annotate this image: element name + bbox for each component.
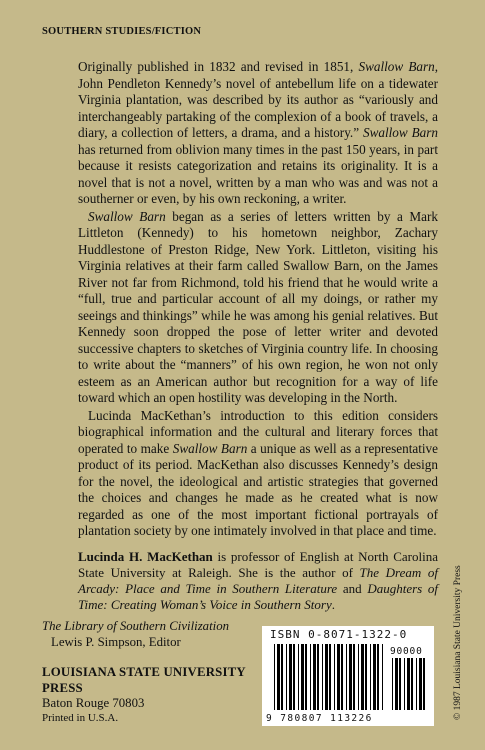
text-run: has returned from oblivion many times in the past 150 years, in part because it resists categorization and retains its originality. It is a novel that is not a novel, written by a man who was and was not a southerner or even, by his own reckoning, a writer. xyxy=(78,141,438,206)
publisher-name: LOUISIANA STATE UNIVERSITY PRESS xyxy=(42,665,246,695)
text-run: a unique as well as a representative product of its period. MacKethan also discusses Kennedy’s design for the novel, the ideological and artistic strategies that governed the choices and changes he made as he created what is now regarded as one of the most important fictional portrayals of plantation society by one intimately involved in that place and time. xyxy=(78,440,439,538)
book-title: Swallow Barn xyxy=(88,208,166,224)
publisher-city: Baton Rouge 70803 xyxy=(42,696,145,710)
description-paragraph xyxy=(78,59,438,208)
copyright-notice: © 1987 Louisiana State University Press xyxy=(453,565,463,720)
ean-number: 9 780807 113226 xyxy=(266,713,373,724)
book-title: Daughters of Time: Creating Woman’s Voice in Southern Story xyxy=(78,581,438,612)
text-run: began as a series of letters written by a Mark Littleton (Kennedy) to his hometown neighbor, Zachary Huddlestone of Preston Ridge, New York. Littleton, visiting his Virginia relatives at their farm called Swallow Barn, on the James River not far from Richmond, told his friend that he would write a “full, true and particular account of all my doings, or rather my seeings and thinkings” while he was among his genial relatives. But Kennedy soon dropped the pose of letter writer and devoted successive chapters to sketches of Virginia country life. In choosing to write about the “manners” of his own region, he won not only esteem as an American author but recognition for a way of life toward which an open hostility was developing in the North. xyxy=(78,208,438,405)
book-title: Swallow Barn xyxy=(358,59,435,74)
price-code: 90000 xyxy=(390,646,423,657)
series-title: The Library of Southern Civilization xyxy=(42,619,229,633)
text-run: . xyxy=(331,597,335,612)
book-title: Swallow Barn xyxy=(363,125,438,140)
book-title: Swallow Barn xyxy=(172,440,248,456)
text-run: , John Pendleton Kennedy’s novel of antebellum life on a tidewater Virginia plantation, was described by its author as “variously and interchangeably partaking of the complexion of a book of travels, a diary, a collection of letters, a drama, and a history.” xyxy=(78,59,439,140)
text-run: and xyxy=(337,581,368,596)
description-text xyxy=(78,59,438,540)
author-name: Lucinda H. MacKethan xyxy=(78,549,213,564)
isbn-label: ISBN 0-8071-1322-0 xyxy=(270,628,408,641)
text-run: Lucinda MacKethan’s introduction to this edition considers biographical information and the cultural and literary forces that operated to make xyxy=(78,407,438,456)
series-info xyxy=(42,619,262,650)
series-editor: Lewis P. Simpson, Editor xyxy=(51,634,181,649)
book-title: The Dream of Arcady: Place and Time in Southern Literature xyxy=(78,565,438,596)
author-bio xyxy=(78,549,438,613)
printed-note: Printed in U.S.A. xyxy=(42,712,119,724)
barcode xyxy=(262,626,434,726)
publisher-info xyxy=(42,665,262,712)
category-label: SOUTHERN STUDIES/FICTION xyxy=(42,26,202,37)
text-run: Originally published in 1832 and revised in 1851, xyxy=(78,59,359,74)
text-run: is professor of English at North Carolina State University at Raleigh. She is the author of xyxy=(78,549,438,580)
description-paragraph xyxy=(78,408,438,540)
description-paragraph xyxy=(78,209,438,407)
